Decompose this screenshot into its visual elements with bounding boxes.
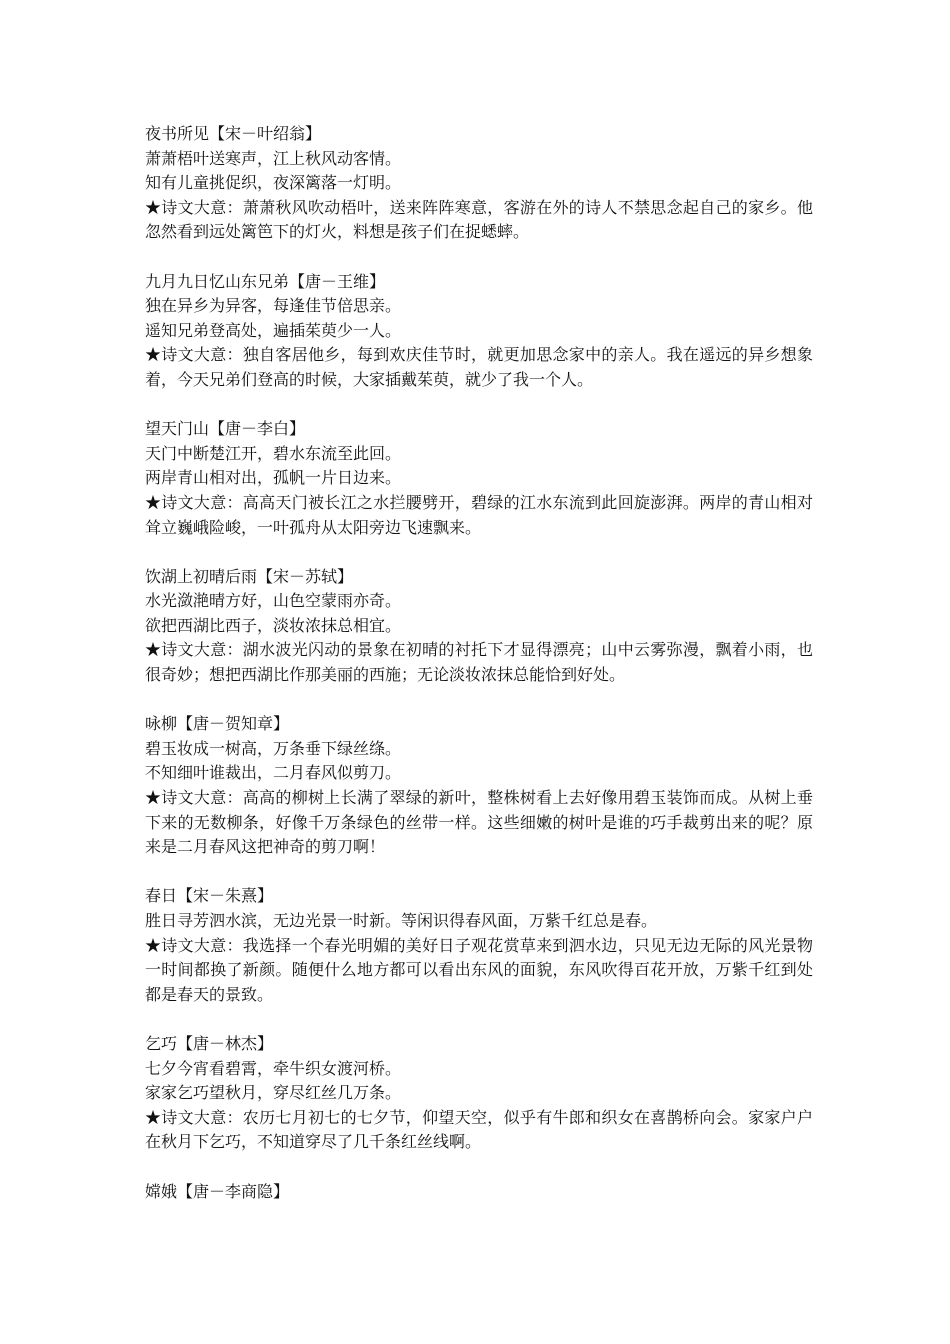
poem-line: 家家乞巧望秋月，穿尽红丝几万条。 (145, 1083, 402, 1103)
poem-meaning: ★诗文大意：农历七月初七的七夕节，仰望天空，似乎有牛郎和织女在喜鹊桥向会。家家户户在秋月下乞巧，不知道穿尽了几千条红丝线啊。 (145, 1107, 813, 1152)
poem-line: 两岸青山相对出，孤帆一片日边来。 (145, 468, 402, 488)
poem-title: 九月九日忆山东兄弟【唐－王维】 (145, 271, 386, 291)
poem-line: 独在异乡为异客，每逢佳节倍思亲。 (145, 296, 402, 316)
poem-meaning: ★诗文大意：我选择一个春光明媚的美好日子观花赏草来到泗水边，只见无边无际的风光景物一时间都换了新颜。随便什么地方都可以看出东风的面貌，东风吹得百花开放，万紫千红到处都是春天的景致。 (145, 935, 813, 1004)
poem-block (145, 417, 813, 540)
poem-title: 咏柳【唐－贺知章】 (145, 714, 290, 734)
poem-line: 水光潋滟晴方好，山色空蒙雨亦奇。 (145, 591, 402, 611)
poem-block (145, 122, 813, 245)
poem-title: 春日【宋－朱熹】 (145, 886, 274, 906)
poem-line: 不知细叶谁裁出，二月春风似剪刀。 (145, 763, 402, 783)
poem-title: 乞巧【唐－林杰】 (145, 1033, 274, 1053)
poem-meaning: ★诗文大意：高高天门被长江之水拦腰劈开，碧绿的江水东流到此回旋澎湃。两岸的青山相对耸立巍峨险峻，一叶孤舟从太阳旁边飞速飘来。 (145, 492, 813, 537)
document-page (145, 122, 813, 1229)
poem-block (145, 1032, 813, 1155)
poem-line: 遥知兄弟登高处，遍插茱萸少一人。 (145, 320, 402, 340)
poem-line: 萧萧梧叶送寒声，江上秋风动客情。 (145, 148, 402, 168)
poem-meaning: ★诗文大意：独自客居他乡，每到欢庆佳节时，就更加思念家中的亲人。我在遥远的异乡想象着，今天兄弟们登高的时候，大家插戴茱萸，就少了我一个人。 (145, 345, 813, 389)
poem-block (145, 884, 813, 1007)
poem-line: 欲把西湖比西子，淡妆浓抹总相宜。 (145, 615, 402, 635)
poem-meaning: ★诗文大意：萧萧秋风吹动梧叶，送来阵阵寒意，客游在外的诗人不禁思念起自己的家乡。他忽然看到远处篱笆下的灯火，料想是孩子们在捉蟋蟀。 (145, 197, 813, 242)
poem-meaning: ★诗文大意：湖水波光闪动的景象在初晴的衬托下才显得漂亮；山中云雾弥漫，飘着小雨，也很奇妙；想把西湖比作那美丽的西施；无论淡妆浓抹总能恰到好处。 (145, 640, 813, 685)
poem-block (145, 270, 813, 393)
poem-line: 胜日寻芳泗水滨，无边光景一时新。等闲识得春风面，万紫千红总是春。 (145, 911, 658, 930)
poem-meaning: ★诗文大意：高高的柳树上长满了翠绿的新叶，整株树看上去好像用碧玉装饰而成。从树上垂下来的无数柳条，好像千万条绿色的丝带一样。这些细嫩的树叶是谁的巧手裁剪出来的呢？原来是二月春风这把神奇的剪刀啊！ (145, 788, 813, 857)
poem-line: 碧玉妆成一树高，万条垂下绿丝绦。 (145, 738, 402, 758)
poem-block (145, 712, 813, 860)
poem-title: 饮湖上初晴后雨【宋－苏轼】 (145, 566, 354, 586)
poem-title: 望天门山【唐－李白】 (145, 419, 306, 439)
poem-title: 夜书所见【宋－叶绍翁】 (145, 124, 322, 143)
poem-block (145, 565, 813, 688)
poem-title: 嫦娥【唐－李商隐】 (145, 1181, 290, 1201)
poem-line: 七夕今宵看碧霄，牵牛织女渡河桥。 (145, 1058, 402, 1078)
poem-line: 天门中断楚江开，碧水东流至此回。 (145, 443, 402, 463)
poem-block (145, 1180, 813, 1205)
poem-line: 知有儿童挑促织，夜深篱落一灯明。 (145, 173, 402, 193)
